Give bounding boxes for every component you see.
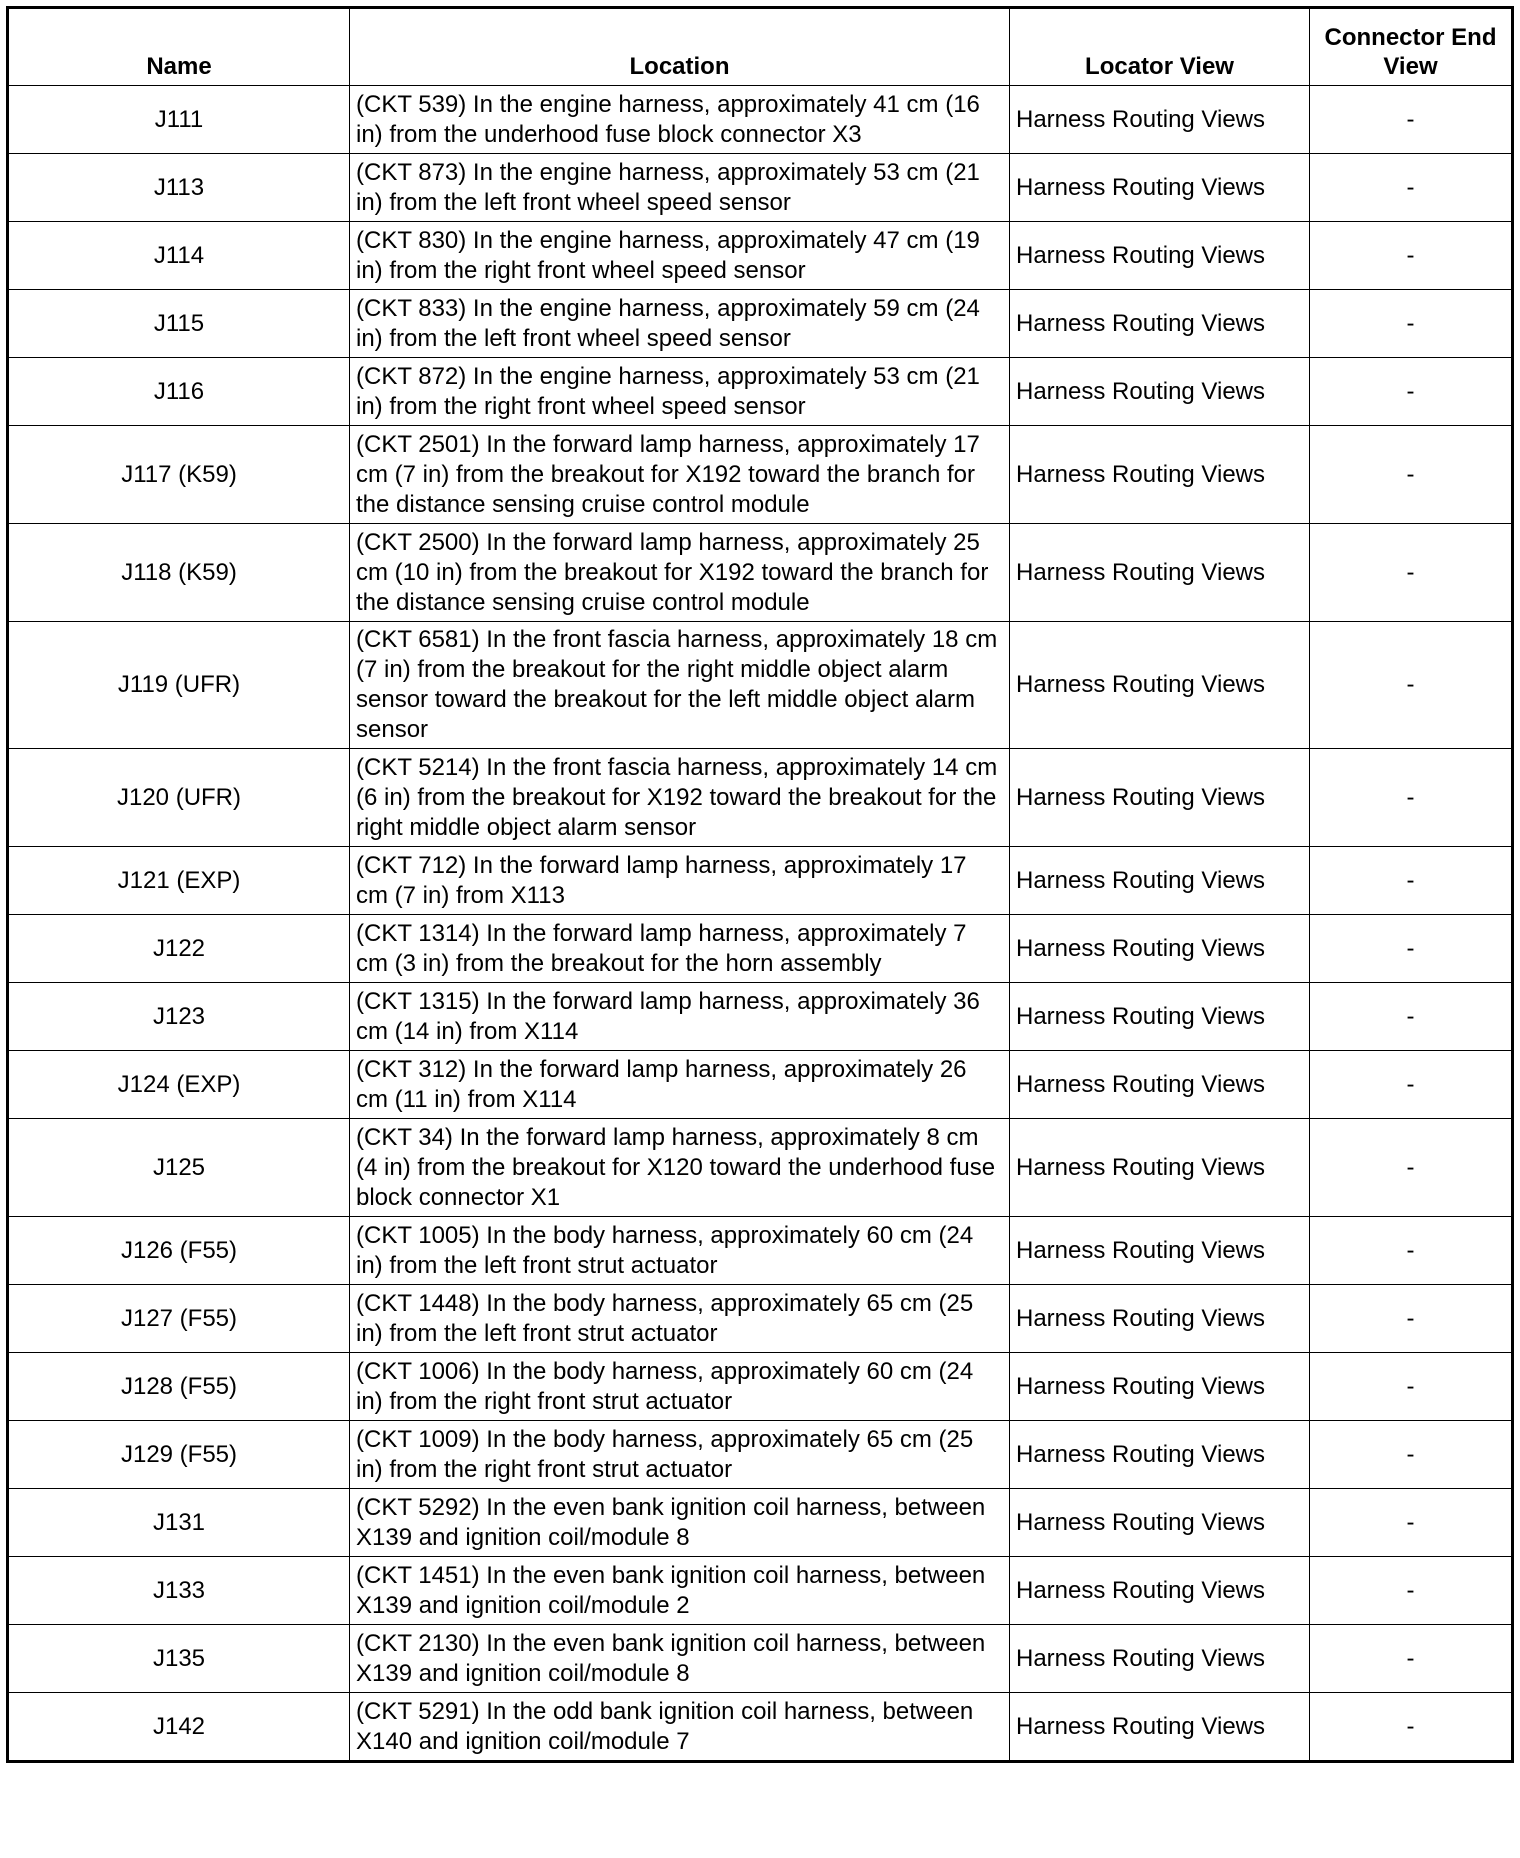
cell-name: J116 [8,358,350,426]
table-row [8,915,1513,983]
cell-locator-view: Harness Routing Views [1010,749,1310,847]
cell-connector-end-view: - [1310,290,1513,358]
cell-connector-end-view: - [1310,426,1513,524]
table-row [8,358,1513,426]
header-location: Location [350,8,1010,86]
cell-connector-end-view: - [1310,1557,1513,1625]
cell-locator-view: Harness Routing Views [1010,1489,1310,1557]
table-row [8,1285,1513,1353]
cell-connector-end-view: - [1310,915,1513,983]
cell-name: J119 (UFR) [8,622,350,749]
cell-name: J135 [8,1625,350,1693]
table-row [8,222,1513,290]
cell-name: J131 [8,1489,350,1557]
table-row [8,524,1513,622]
cell-location: (CKT 2130) In the even bank ignition coil harness, between X139 and ignition coil/module 8 [350,1625,1010,1693]
table-row [8,1693,1513,1762]
cell-name: J117 (K59) [8,426,350,524]
cell-connector-end-view: - [1310,1489,1513,1557]
cell-connector-end-view: - [1310,1051,1513,1119]
cell-connector-end-view: - [1310,1119,1513,1217]
cell-location: (CKT 1009) In the body harness, approximately 65 cm (25 in) from the right front strut actuator [350,1421,1010,1489]
table-row [8,154,1513,222]
table-row [8,1119,1513,1217]
cell-location: (CKT 5214) In the front fascia harness, approximately 14 cm (6 in) from the breakout for X192 toward the breakout for the right middle object alarm sensor [350,749,1010,847]
header-connector-end-view: Connector End View [1310,8,1513,86]
table-row [8,749,1513,847]
cell-location: (CKT 1448) In the body harness, approximately 65 cm (25 in) from the left front strut actuator [350,1285,1010,1353]
cell-connector-end-view: - [1310,1693,1513,1762]
cell-locator-view: Harness Routing Views [1010,1421,1310,1489]
cell-connector-end-view: - [1310,1353,1513,1421]
cell-location: (CKT 6581) In the front fascia harness, approximately 18 cm (7 in) from the breakout for the right middle object alarm sensor toward the breakout for the left middle object alarm sensor [350,622,1010,749]
cell-connector-end-view: - [1310,1285,1513,1353]
table-row [8,847,1513,915]
cell-connector-end-view: - [1310,1625,1513,1693]
cell-connector-end-view: - [1310,749,1513,847]
cell-locator-view: Harness Routing Views [1010,1557,1310,1625]
cell-location: (CKT 833) In the engine harness, approximately 59 cm (24 in) from the left front wheel speed sensor [350,290,1010,358]
cell-name: J125 [8,1119,350,1217]
cell-locator-view: Harness Routing Views [1010,622,1310,749]
cell-name: J126 (F55) [8,1217,350,1285]
cell-location: (CKT 5291) In the odd bank ignition coil harness, between X140 and ignition coil/module 7 [350,1693,1010,1762]
cell-name: J113 [8,154,350,222]
cell-name: J133 [8,1557,350,1625]
cell-location: (CKT 873) In the engine harness, approximately 53 cm (21 in) from the left front wheel speed sensor [350,154,1010,222]
table-row [8,86,1513,154]
cell-name: J114 [8,222,350,290]
cell-location: (CKT 312) In the forward lamp harness, approximately 26 cm (11 in) from X114 [350,1051,1010,1119]
cell-locator-view: Harness Routing Views [1010,1353,1310,1421]
cell-name: J118 (K59) [8,524,350,622]
cell-locator-view: Harness Routing Views [1010,426,1310,524]
table-row [8,1557,1513,1625]
cell-connector-end-view: - [1310,222,1513,290]
cell-locator-view: Harness Routing Views [1010,983,1310,1051]
cell-connector-end-view: - [1310,622,1513,749]
cell-connector-end-view: - [1310,1217,1513,1285]
table-row [8,290,1513,358]
cell-location: (CKT 1451) In the even bank ignition coil harness, between X139 and ignition coil/module 2 [350,1557,1010,1625]
cell-name: J122 [8,915,350,983]
cell-location: (CKT 1314) In the forward lamp harness, approximately 7 cm (3 in) from the breakout for the horn assembly [350,915,1010,983]
cell-connector-end-view: - [1310,983,1513,1051]
cell-name: J128 (F55) [8,1353,350,1421]
cell-name: J111 [8,86,350,154]
table-row [8,426,1513,524]
header-locator-view: Locator View [1010,8,1310,86]
cell-locator-view: Harness Routing Views [1010,1217,1310,1285]
cell-name: J120 (UFR) [8,749,350,847]
cell-location: (CKT 872) In the engine harness, approximately 53 cm (21 in) from the right front wheel speed sensor [350,358,1010,426]
cell-locator-view: Harness Routing Views [1010,915,1310,983]
cell-locator-view: Harness Routing Views [1010,154,1310,222]
cell-location: (CKT 712) In the forward lamp harness, approximately 17 cm (7 in) from X113 [350,847,1010,915]
cell-name: J129 (F55) [8,1421,350,1489]
table-row [8,1353,1513,1421]
cell-locator-view: Harness Routing Views [1010,358,1310,426]
cell-location: (CKT 1005) In the body harness, approximately 60 cm (24 in) from the left front strut actuator [350,1217,1010,1285]
table-row [8,622,1513,749]
cell-name: J142 [8,1693,350,1762]
cell-locator-view: Harness Routing Views [1010,1625,1310,1693]
cell-name: J121 (EXP) [8,847,350,915]
cell-locator-view: Harness Routing Views [1010,222,1310,290]
cell-locator-view: Harness Routing Views [1010,1119,1310,1217]
cell-connector-end-view: - [1310,524,1513,622]
splice-location-table [6,6,1514,1763]
cell-name: J123 [8,983,350,1051]
cell-connector-end-view: - [1310,86,1513,154]
cell-name: J115 [8,290,350,358]
cell-location: (CKT 2501) In the forward lamp harness, approximately 17 cm (7 in) from the breakout for X192 toward the branch for the distance sensing cruise control module [350,426,1010,524]
cell-location: (CKT 2500) In the forward lamp harness, approximately 25 cm (10 in) from the breakout for X192 toward the branch for the distance sensing cruise control module [350,524,1010,622]
cell-locator-view: Harness Routing Views [1010,1051,1310,1119]
cell-locator-view: Harness Routing Views [1010,524,1310,622]
table-row [8,1217,1513,1285]
cell-connector-end-view: - [1310,847,1513,915]
splice-table-container [6,6,1511,1763]
cell-name: J127 (F55) [8,1285,350,1353]
cell-location: (CKT 5292) In the even bank ignition coil harness, between X139 and ignition coil/module 8 [350,1489,1010,1557]
cell-locator-view: Harness Routing Views [1010,1693,1310,1762]
table-row [8,1489,1513,1557]
cell-connector-end-view: - [1310,154,1513,222]
cell-location: (CKT 830) In the engine harness, approximately 47 cm (19 in) from the right front wheel speed sensor [350,222,1010,290]
cell-locator-view: Harness Routing Views [1010,847,1310,915]
cell-location: (CKT 34) In the forward lamp harness, approximately 8 cm (4 in) from the breakout for X120 toward the underhood fuse block connector X1 [350,1119,1010,1217]
header-name: Name [8,8,350,86]
table-row [8,1051,1513,1119]
cell-location: (CKT 539) In the engine harness, approximately 41 cm (16 in) from the underhood fuse block connector X3 [350,86,1010,154]
cell-location: (CKT 1006) In the body harness, approximately 60 cm (24 in) from the right front strut actuator [350,1353,1010,1421]
table-row [8,1625,1513,1693]
table-row [8,983,1513,1051]
cell-name: J124 (EXP) [8,1051,350,1119]
cell-locator-view: Harness Routing Views [1010,86,1310,154]
cell-connector-end-view: - [1310,358,1513,426]
cell-locator-view: Harness Routing Views [1010,1285,1310,1353]
cell-location: (CKT 1315) In the forward lamp harness, approximately 36 cm (14 in) from X114 [350,983,1010,1051]
cell-locator-view: Harness Routing Views [1010,290,1310,358]
cell-connector-end-view: - [1310,1421,1513,1489]
table-row [8,1421,1513,1489]
header-row [8,8,1513,86]
